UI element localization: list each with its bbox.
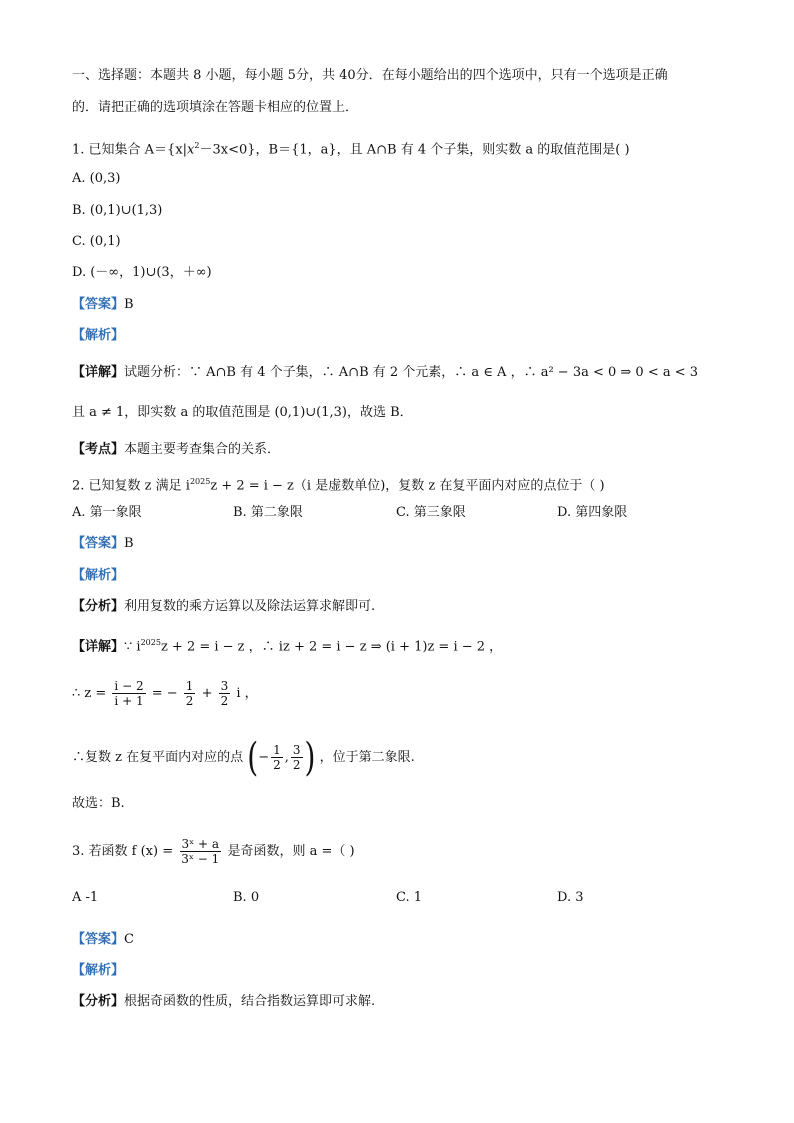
q2-option-a: A. 第一象限 — [72, 505, 142, 520]
q1-kaodian: 【考点】本题主要考查集合的关系． — [72, 442, 281, 457]
q2-analysis-label: 【解析】 — [72, 568, 125, 583]
fraction: $\frac{3}{2}$ — [220, 679, 229, 708]
q2-stem: 2. 已知复数 z 满足 $i^{2025}z + 2 = i - z(i$ 是虚数单位)，复数 z 在复平面内对应的点位于（ ) — [72, 477, 605, 494]
q3-fenxi: 【分析】根据奇函数的性质，结合指数运算即可求解. — [72, 994, 376, 1009]
q1-option-a: A. (0,3) — [72, 171, 121, 186]
q2-point: ∴复数 z 在复平面内对应的点 (− $\frac{1}{2}$ , $\frac{3}{2}$ ) ，位于第二象限. — [72, 733, 415, 780]
fraction: $\frac{1}{2}$ — [273, 743, 281, 772]
section-intro-line1: 一、选择题：本题共 8 小题，每小题 5分，共 40分．在每小题给出的四个选项中，只有一个选项是正确 — [72, 68, 668, 83]
section-intro-line2: 的．请把正确的选项填涂在答题卡相应的位置上． — [72, 100, 359, 115]
right-paren: ) — [304, 733, 316, 780]
q3-option-c: C. 1 — [396, 890, 423, 905]
fraction: $\frac{1}{2}$ — [185, 679, 194, 708]
q3-answer: 【答案】C — [72, 932, 134, 947]
q2-option-b: B. 第二象限 — [233, 505, 303, 520]
fraction: $\frac{\text{3ˣ + a}}{\text{3ˣ − 1}}$ — [181, 837, 220, 866]
q3-option-a: A -1 — [72, 890, 99, 905]
q1-option-b: B. (0,1)∪(1,3) — [72, 203, 163, 218]
answer-label: 【答案】 — [72, 297, 125, 312]
q3-option-d: D. 3 — [557, 890, 584, 905]
q2-option-d: D. 第四象限 — [557, 505, 628, 520]
q1-stem: 1. 已知集合 $A=\{x|x^2-3x<0\}$，B＝{1，a}，且 A∩B 有 4 个子集，则实数 a 的取值范围是( ) — [72, 141, 630, 158]
q1-detail-2: 且 a ≠ 1，即实数 a 的取值范围是 (0,1)∪(1,3)，故选 B． — [72, 405, 413, 420]
q1-detail-1: 【详解】试题分析：∵ A∩B 有 4 个子集，∴ A∩B 有 2 个元素，∴ a ∈ A ，∴ a² − 3a < 0 ⇒ 0 < a < 3 — [72, 365, 699, 380]
q1-option-c: C. (0,1) — [72, 234, 121, 249]
q2-conclusion: 故选：B. — [72, 796, 125, 811]
q3-analysis-label: 【解析】 — [72, 963, 125, 978]
fraction: $\frac{i - 2}{i + 1}$ — [114, 679, 144, 708]
q1-analysis-label: 【解析】 — [72, 328, 125, 343]
q2-fenxi: 【分析】利用复数的乘方运算以及除法运算求解即可. — [72, 599, 376, 614]
q2-calc: ∴ z = $\frac{i - 2}{i + 1}$ = − $\frac{1}{2}$ + $\frac{3}{2}$ i ， — [72, 679, 258, 708]
left-paren: ( — [247, 733, 259, 780]
q2-detail: 【详解】∵ $i^{2025}z + 2 = i - z$ ，∴ iz + 2 = i − z ⇒ (i + 1)z = i − 2 ， — [72, 638, 503, 655]
q1-option-d: D. (－∞，1)∪(3，＋∞) — [72, 265, 212, 280]
fraction: $\frac{3}{2}$ — [292, 743, 301, 772]
q2-option-c: C. 第三象限 — [396, 505, 466, 520]
q2-answer: 【答案】B — [72, 536, 134, 551]
q3-stem: 3. 若函数 f (x) = $\frac{\text{3ˣ + a}}{\text{3ˣ − 1}}$ 是奇函数，则 a =（ ) — [72, 837, 355, 866]
q1-answer: 【答案】B — [72, 297, 134, 312]
q3-option-b: B. 0 — [233, 890, 260, 905]
